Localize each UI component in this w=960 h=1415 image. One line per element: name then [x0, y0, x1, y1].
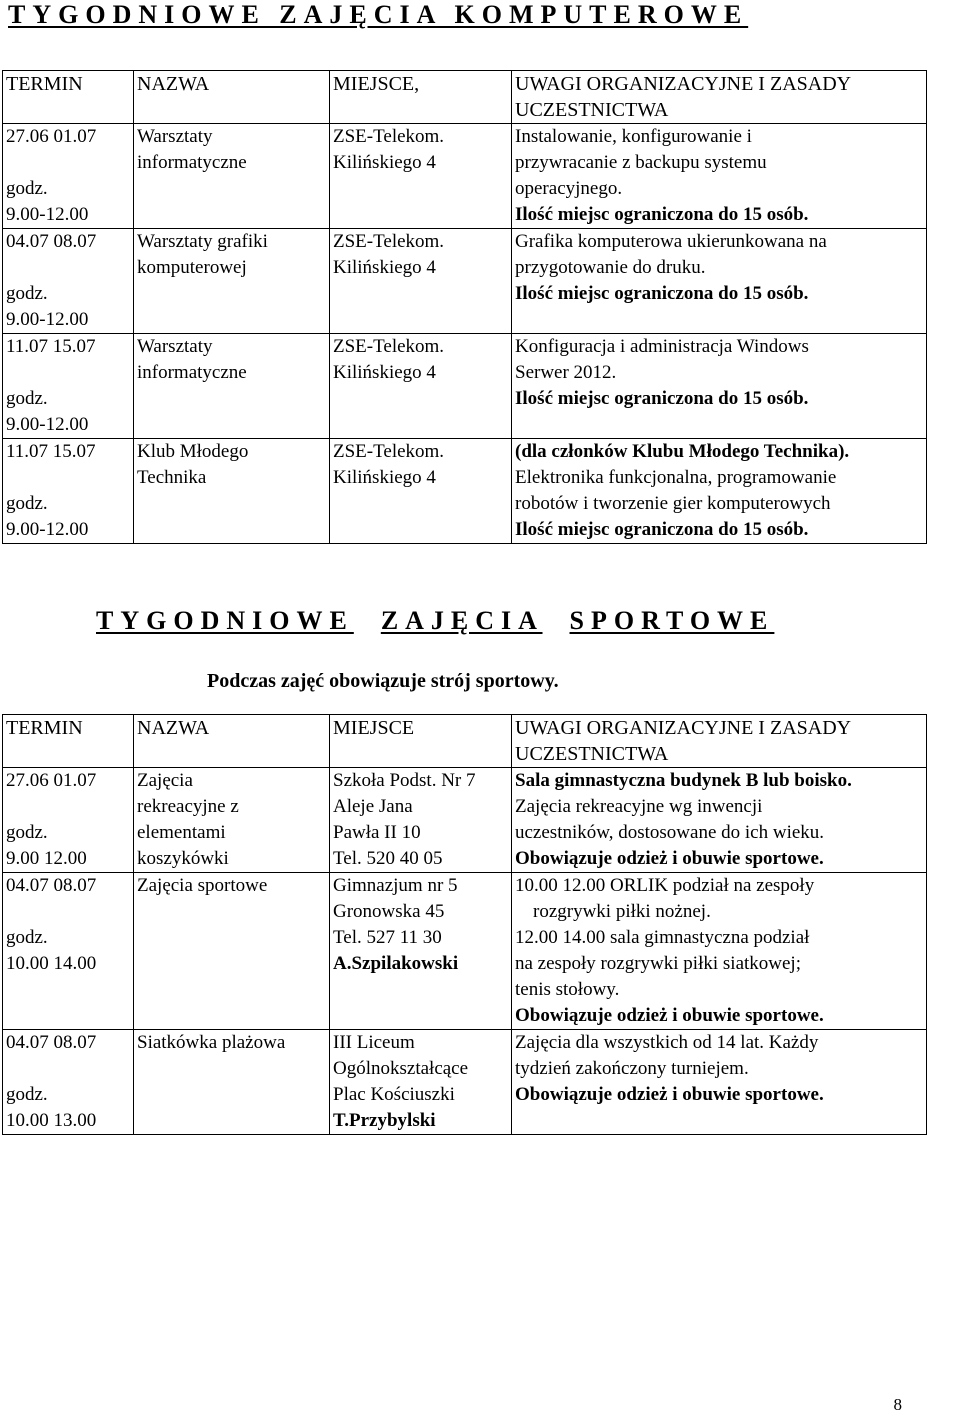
cell-notes: Sala gimnastyczna budynek B lub boisko. Zajęcia rekreacyjne wg inwencji uczestników, dostosowane do ich wieku. Obowiązuje odzież i obuwie sportowe. — [512, 768, 927, 873]
page-number: 8 — [893, 1395, 902, 1414]
header-term: TERMIN — [3, 715, 134, 768]
cell-notes: Zajęcia dla wszystkich od 14 lat. Każdy tydzień zakończony turniejem. Obowiązuje odzież i obuwie sportowe. — [512, 1030, 927, 1135]
cell-term: 27.06 01.07 godz. 9.00 12.00 — [3, 768, 134, 873]
cell-place: ZSE-Telekom. Kilińskiego 4 — [330, 229, 512, 334]
cell-place: ZSE-Telekom. Kilińskiego 4 — [330, 334, 512, 439]
cell-notes: Grafika komputerowa ukierunkowana na przygotowanie do druku. Ilość miejsc ograniczona do 15 osób. — [512, 229, 927, 334]
cell-term: 04.07 08.07 godz. 10.00 13.00 — [3, 1030, 134, 1135]
table-row — [3, 1030, 927, 1135]
section-title-sport — [96, 606, 960, 636]
cell-name: Zajęcia sportowe — [134, 873, 330, 1030]
cell-place: ZSE-Telekom. Kilińskiego 4 — [330, 124, 512, 229]
cell-name: Siatkówka plażowa — [134, 1030, 330, 1135]
title-part-weekly: TYGODNIOWE — [96, 606, 354, 635]
computer-classes-table — [2, 70, 927, 544]
sport-subtitle: Podczas zajęć obowiązuje strój sportowy. — [207, 670, 559, 692]
cell-place: III Liceum Ogólnokształcące Plac Kościuszki T.Przybylski — [330, 1030, 512, 1135]
cell-notes: 10.00 12.00 ORLIK podział na zespoły rozgrywki piłki nożnej. 12.00 14.00 sala gimnastyczna podział na zespoły rozgrywki piłki siatkowej; tenis stołowy. Obowiązuje odzież i obuwie sportowe. — [512, 873, 927, 1030]
cell-name: Klub Młodego Technika — [134, 439, 330, 544]
section-title-computer: TYGODNIOWE ZAJĘCIA KOMPUTEROWE — [8, 0, 749, 29]
cell-place: Gimnazjum nr 5 Gronowska 45 Tel. 527 11 30 A.Szpilakowski — [330, 873, 512, 1030]
title-part-classes: ZAJĘCIA — [380, 606, 543, 635]
header-notes: UWAGI ORGANIZACYJNE I ZASADY UCZESTNICTWA — [512, 71, 927, 124]
cell-notes: (dla członków Klubu Młodego Technika). Elektronika funkcjonalna, programowanie robotów i tworzenie gier komputerowych Ilość miejsc ograniczona do 15 osób. — [512, 439, 927, 544]
cell-place: ZSE-Telekom. Kilińskiego 4 — [330, 439, 512, 544]
header-term: TERMIN — [3, 71, 134, 124]
cell-place: Szkoła Podst. Nr 7 Aleje Jana Pawła II 10 Tel. 520 40 05 — [330, 768, 512, 873]
cell-notes: Instalowanie, konfigurowanie i przywracanie z backupu systemu operacyjnego. Ilość miejsc ograniczona do 15 osób. — [512, 124, 927, 229]
cell-name: Warsztaty grafiki komputerowej — [134, 229, 330, 334]
table-row — [3, 229, 927, 334]
header-name: NAZWA — [134, 715, 330, 768]
table-header-row — [3, 715, 927, 768]
header-notes: UWAGI ORGANIZACYJNE I ZASADY UCZESTNICTWA — [512, 715, 927, 768]
table-header-row — [3, 71, 927, 124]
sport-classes-table — [2, 714, 927, 1135]
cell-term: 11.07 15.07 godz. 9.00-12.00 — [3, 334, 134, 439]
cell-name: Warsztaty informatyczne — [134, 124, 330, 229]
header-name: NAZWA — [134, 71, 330, 124]
title-part-sport: SPORTOWE — [569, 606, 775, 635]
header-place: MIEJSCE, — [330, 71, 512, 124]
cell-term: 04.07 08.07 godz. 10.00 14.00 — [3, 873, 134, 1030]
table-row — [3, 124, 927, 229]
table-row — [3, 768, 927, 873]
cell-notes: Konfiguracja i administracja Windows Serwer 2012. Ilość miejsc ograniczona do 15 osób. — [512, 334, 927, 439]
table-row — [3, 873, 927, 1030]
table-row — [3, 439, 927, 544]
cell-term: 04.07 08.07 godz. 9.00-12.00 — [3, 229, 134, 334]
cell-name: Warsztaty informatyczne — [134, 334, 330, 439]
cell-term: 27.06 01.07 godz. 9.00-12.00 — [3, 124, 134, 229]
cell-term: 11.07 15.07 godz. 9.00-12.00 — [3, 439, 134, 544]
table-row — [3, 334, 927, 439]
cell-name: Zajęcia rekreacyjne z elementami koszykówki — [134, 768, 330, 873]
header-place: MIEJSCE — [330, 715, 512, 768]
